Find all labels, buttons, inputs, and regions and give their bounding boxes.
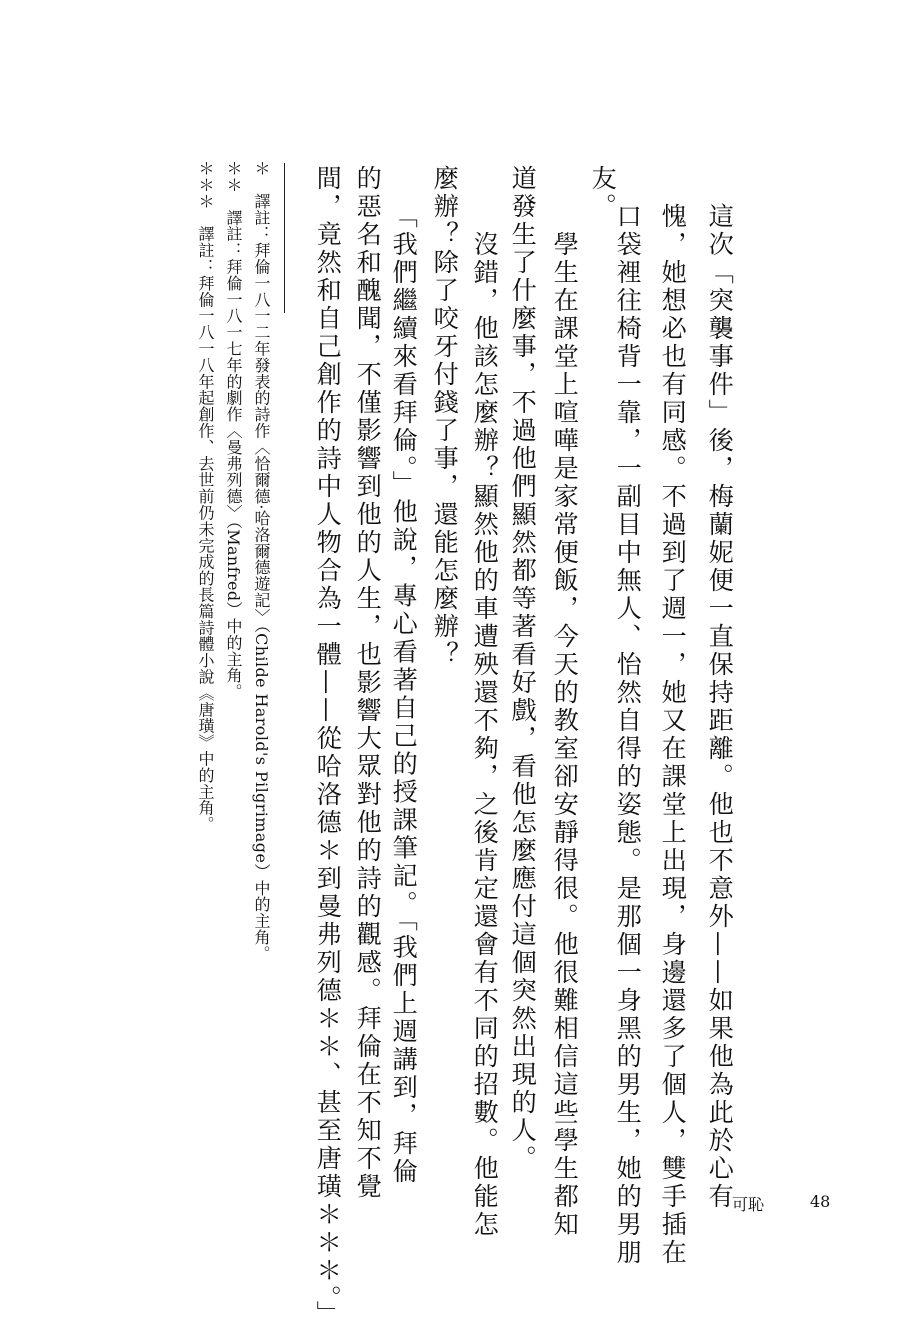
page-number: 48 <box>810 1192 831 1211</box>
running-footer-title: 可恥 <box>732 1195 765 1214</box>
body-column: 友。 <box>588 165 618 221</box>
body-column: 的惡名和醜聞，不僅影響到他的人生，也影響大眾對他的詩的觀感。拜倫在不知不覺 <box>353 165 383 1201</box>
footnote: ＊＊＊ 譯註：拜倫一八一八年起創作、去世前仍未完成的長篇詩體小說《唐璜》中的主角。 <box>196 160 215 833</box>
footnote: ＊ 譯註：拜倫一八一二年發表的詩作〈恰爾德·哈洛爾德遊記〉（Childe Harold's Pilgrimage）中的主角。 <box>252 160 271 962</box>
footnote: ＊＊ 譯註：拜倫一八一七年的劇作〈曼弗列德〉（Manfred）中的主角。 <box>224 160 243 700</box>
body-column: 「我們繼續來看拜倫。」他說，專心看著自己的授課筆記。「我們上週講到，拜倫 <box>389 203 419 1186</box>
body-column: 口袋裡往椅背一靠，一副目中無人、怡然自得的姿態。是那個一身黑的男生，她的男朋 <box>613 203 643 1267</box>
body-column: 麼辦？除了咬牙付錢了事，還能怎麼辦？ <box>430 165 460 669</box>
body-column: 愧，她想必也有同感。不過到了週一，她又在課堂上出現，身邊還多了個人，雙手插在 <box>658 203 688 1267</box>
body-column: 沒錯，他該怎麼辦？顯然他的車遭殃還不夠，之後肯定還會有不同的招數。他能怎 <box>470 203 500 1239</box>
body-column: 學生在課堂上喧嘩是家常便飯，今天的教室卻安靜得很。他很難相信這些學生都知 <box>550 203 580 1239</box>
body-column: 這次「突襲事件」後，梅蘭妮便一直保持距離。他也不意外——如果他為此於心有 <box>705 203 735 1211</box>
body-column: 道發生了什麼事，不過他們顯然都等著看好戲，看他怎麼應付這個突然出現的人。 <box>508 165 538 1173</box>
footnote-divider <box>284 163 285 313</box>
body-column: 間，竟然和自己創作的詩中人物合為一體——從哈洛德＊到曼弗列德＊＊、甚至唐璜＊＊＊。」 <box>313 165 343 1328</box>
